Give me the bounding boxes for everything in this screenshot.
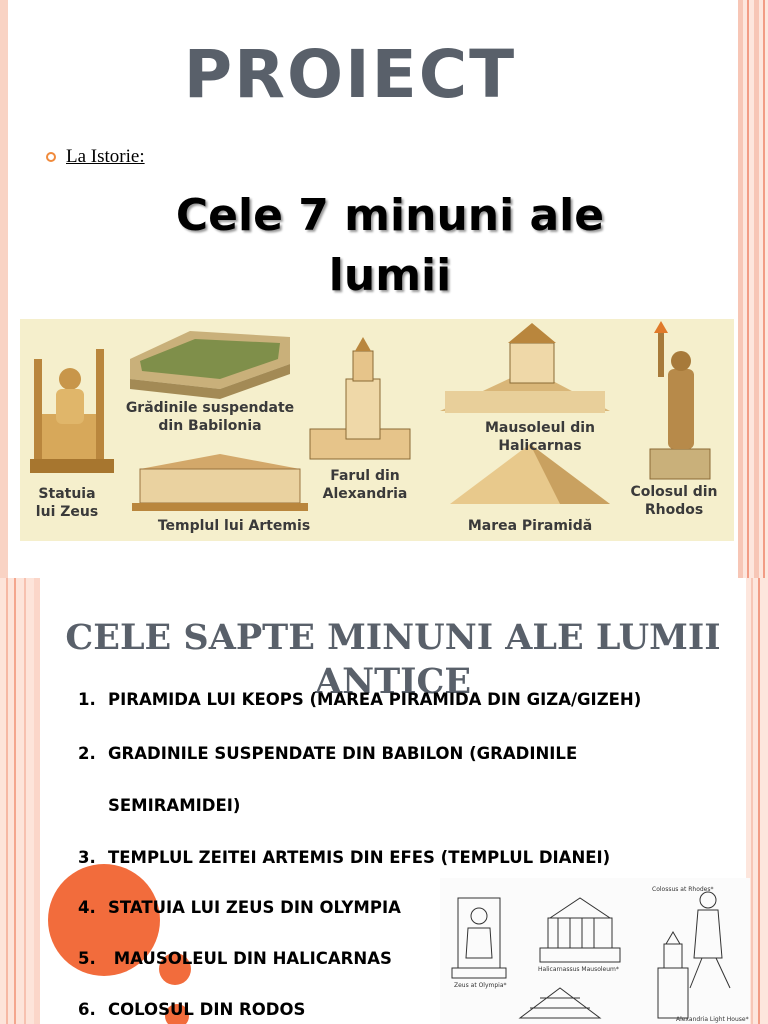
slide-title: CELE SAPTE MINUNI ALE LUMII ANTICE — [65, 617, 721, 702]
colossus-icon — [650, 321, 710, 479]
zeus-sketch-icon — [452, 898, 506, 978]
wonders-sketch-picture — [440, 878, 750, 1024]
label-mausoleum: Mausoleul din Halicarnas — [484, 420, 596, 454]
caption-colossus: Colossus at Rhodes* — [652, 886, 714, 893]
gardens-sketch-icon — [520, 988, 600, 1018]
mausoleum-icon — [440, 323, 610, 413]
label-gardens: Grădinile suspendate din Babilonia — [125, 400, 295, 434]
list-item: 6. COLOSUL DIN RODOS — [78, 1000, 306, 1019]
bullet-item — [46, 146, 145, 168]
list-item: 2. GRADINILE SUSPENDATE DIN BABILON (GRADINILE — [78, 744, 578, 763]
subtitle — [120, 186, 660, 306]
wonders-illustration — [20, 319, 734, 541]
left-stripe — [0, 0, 8, 578]
colossus-sketch-icon — [690, 892, 730, 988]
slide-2 — [0, 578, 768, 1024]
subtitle-line-1: Cele 7 minuni ale — [175, 190, 605, 241]
bullet-text: La Istorie: — [66, 146, 145, 167]
list-item: 3. TEMPLUL ZEITEI ARTEMIS DIN EFES (TEMPLUL DIANEI) — [78, 848, 611, 867]
lighthouse-icon — [310, 337, 410, 459]
label-zeus: Statuia lui Zeus — [35, 486, 99, 520]
slide-title: PROIECT — [183, 36, 517, 113]
caption-lighthouse: Alexandria Light House* — [676, 1016, 749, 1023]
right-stripes — [738, 0, 768, 578]
sketch-drawing — [440, 878, 750, 1024]
left-stripes — [0, 578, 40, 1024]
bullet-circle-icon — [46, 152, 56, 162]
caption-mausoleum: Halicarnassus Mausoleum* — [538, 966, 619, 973]
zeus-statue-icon — [30, 349, 114, 473]
label-pyramid: Marea Piramidă — [467, 518, 593, 534]
list-item: 4. STATUIA LUI ZEUS DIN OLYMPIA — [78, 898, 401, 917]
list-item: 5. MAUSOLEUL DIN HALICARNAS — [78, 949, 392, 968]
mausoleum-sketch-icon — [540, 898, 620, 962]
label-artemis: Templul lui Artemis — [157, 518, 311, 534]
label-pharos: Farul din Alexandria — [322, 468, 408, 502]
gardens-icon — [130, 331, 290, 399]
list-item-continuation: SEMIRAMIDEI) — [108, 796, 241, 815]
list-item: 1. PIRAMIDA LUI KEOPS (MAREA PIRAMIDA DIN GIZA/GIZEH) — [78, 690, 642, 709]
temple-icon — [132, 454, 308, 511]
label-colossus: Colosul din Rhodos — [630, 484, 718, 518]
subtitle-line-2: lumii — [328, 250, 452, 301]
lighthouse-sketch-icon — [658, 932, 688, 1018]
caption-zeus: Zeus at Olympia* — [454, 982, 507, 989]
